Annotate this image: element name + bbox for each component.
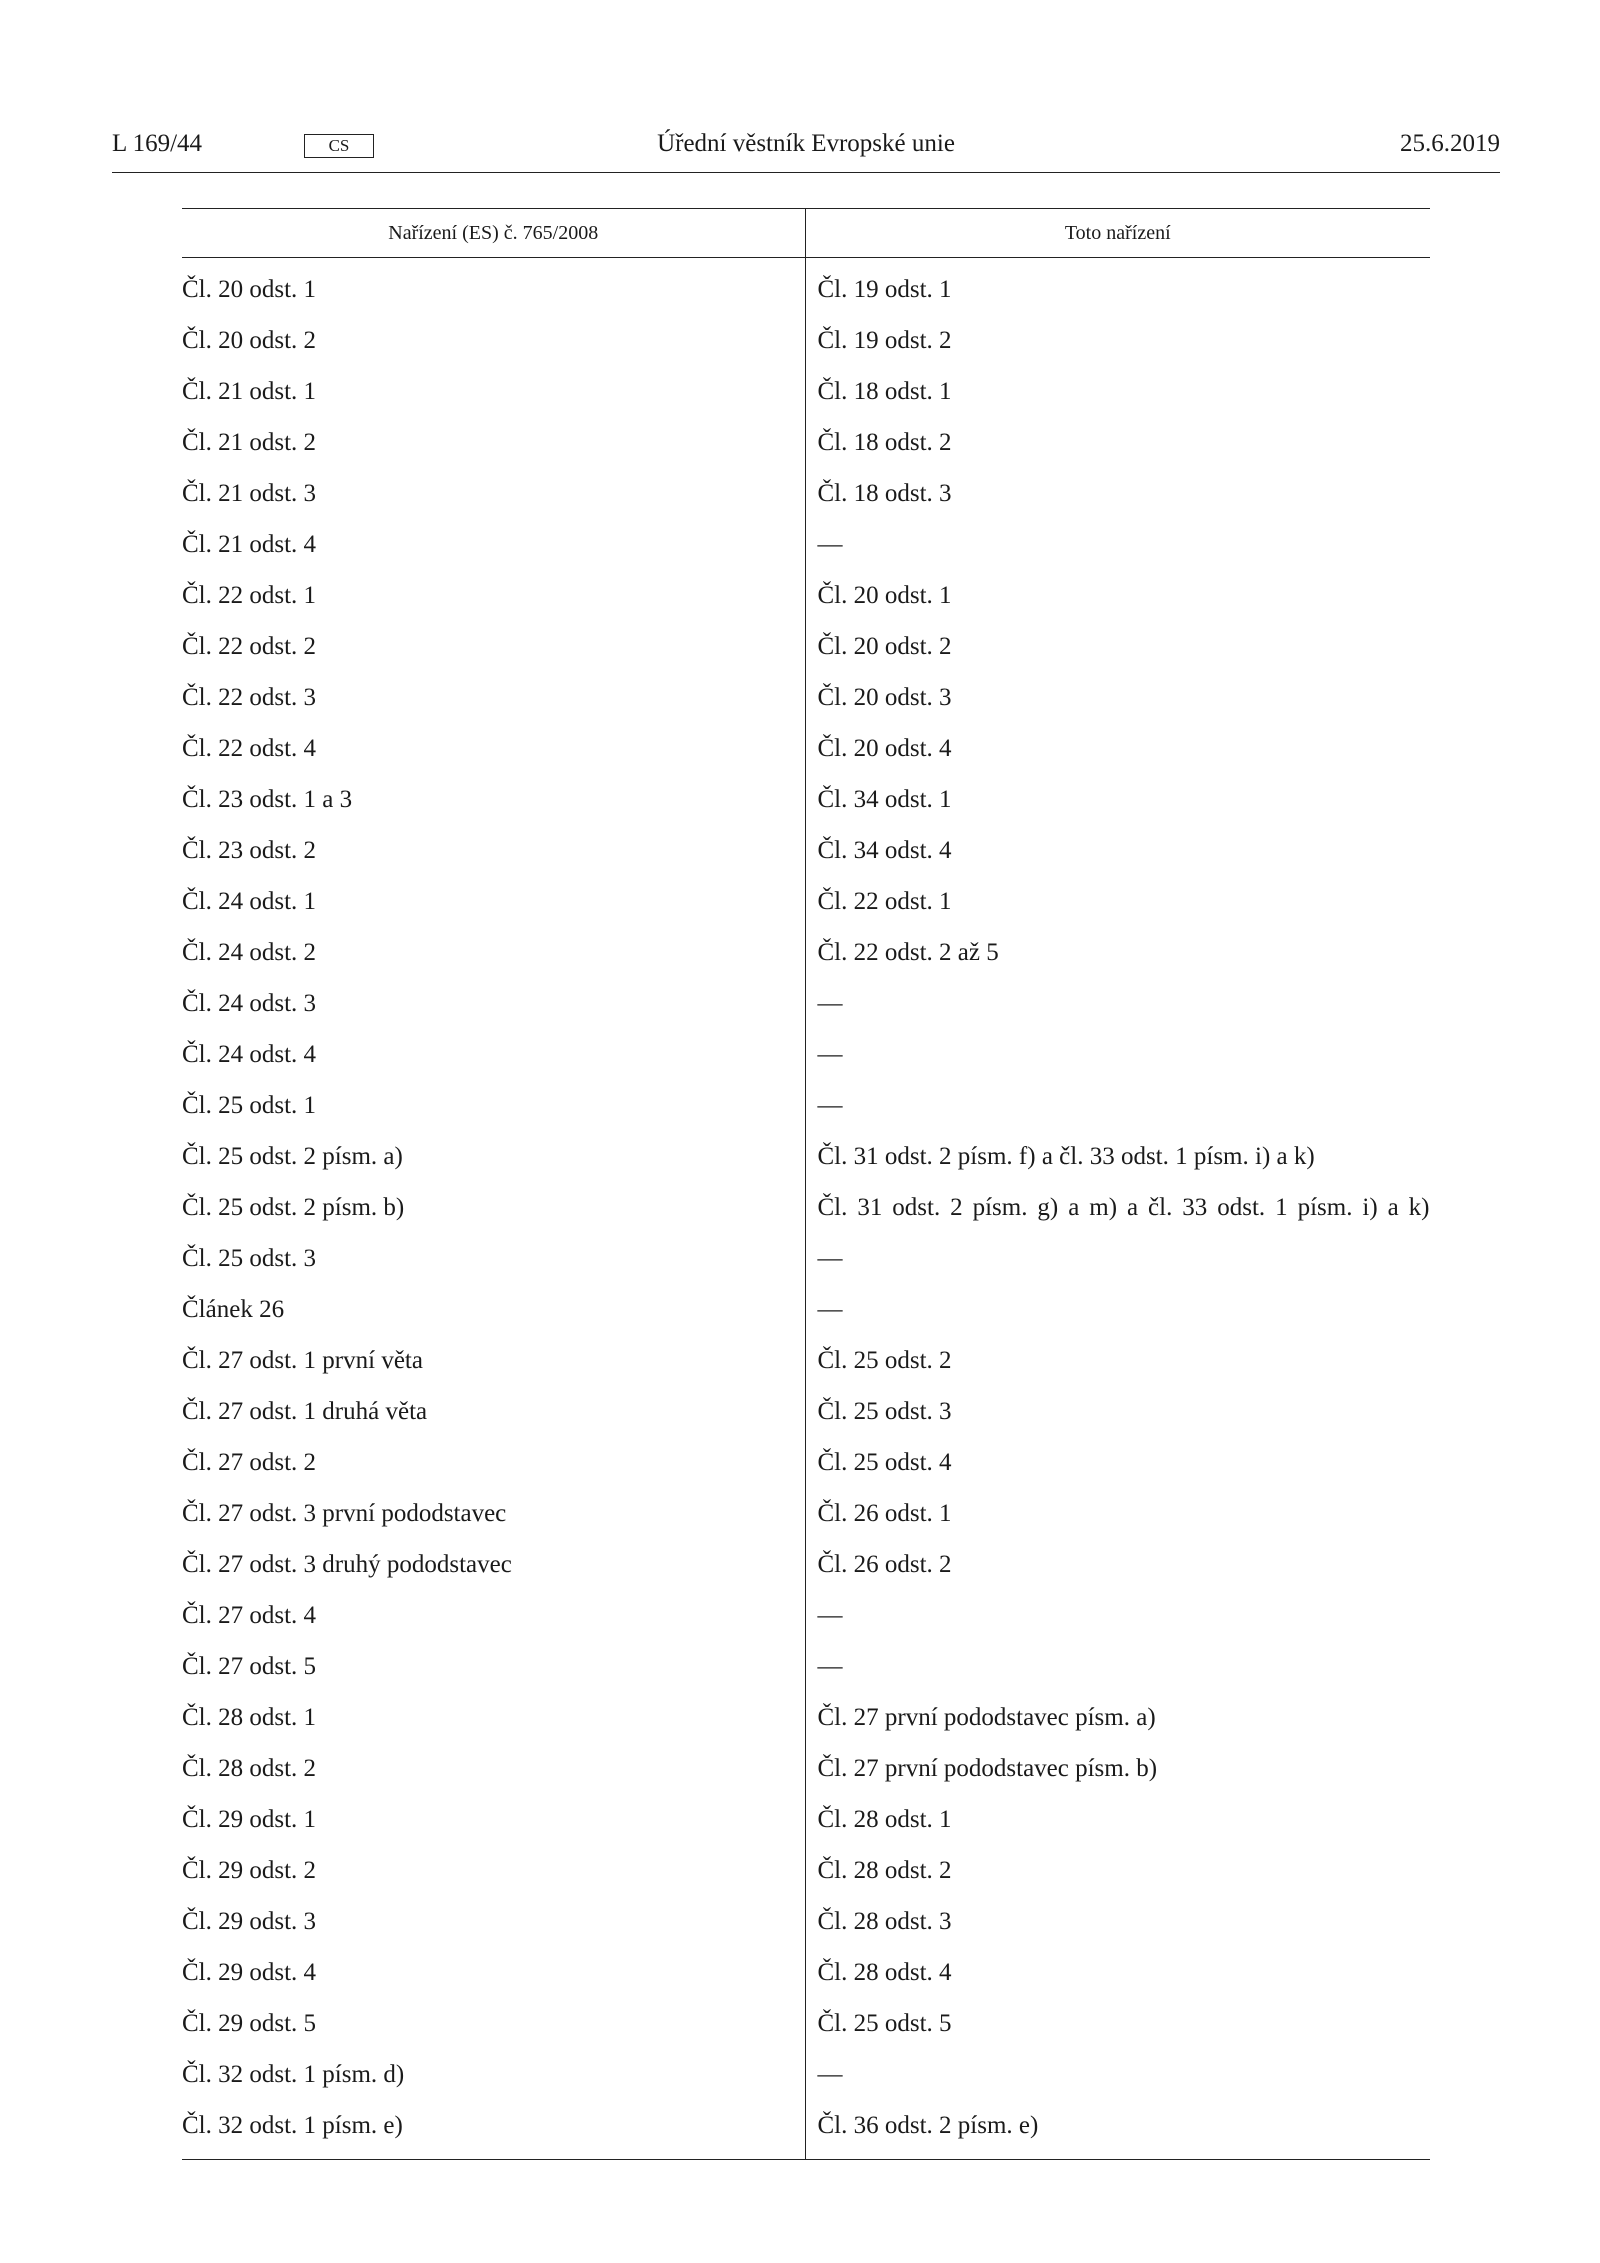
table-row: [182, 672, 1430, 723]
table-row: [182, 1029, 1430, 1080]
publication-date: 25.6.2019: [1400, 130, 1500, 157]
table-row: [182, 927, 1430, 978]
old-regulation-cell: Čl. 29 odst. 1: [182, 1794, 805, 1845]
this-regulation-cell: Čl. 34 odst. 4: [817, 836, 952, 864]
old-regulation-cell: Čl. 23 odst. 2: [182, 825, 805, 876]
table-row: [182, 519, 1430, 570]
this-regulation-cell: Čl. 27 první pododstavec písm. b): [817, 1754, 1158, 1782]
table-row: [182, 1386, 1430, 1437]
this-regulation-cell: [805, 1182, 1430, 1233]
this-regulation-cell: Čl. 20 odst. 2: [817, 632, 952, 660]
this-regulation-cell: Čl. 27 první pododstavec písm. a): [817, 1703, 1156, 1731]
this-regulation-cell: —: [817, 530, 843, 558]
old-regulation-cell: Čl. 25 odst. 3: [182, 1233, 805, 1284]
table-header-row: [182, 209, 1430, 258]
table-row: [182, 1590, 1430, 1641]
this-regulation-cell: Čl. 22 odst. 2 až 5: [817, 938, 999, 966]
old-regulation-cell: Čl. 32 odst. 1 písm. e): [182, 2100, 805, 2160]
old-regulation-cell: Čl. 27 odst. 3 první pododstavec: [182, 1488, 805, 1539]
this-regulation-cell: Čl. 26 odst. 1: [817, 1499, 952, 1527]
table-row: [182, 978, 1430, 1029]
this-regulation-cell: Čl. 22 odst. 1: [817, 887, 952, 915]
this-regulation-cell: —: [817, 2060, 843, 2088]
table-row: [182, 1233, 1430, 1284]
table-row: [182, 1692, 1430, 1743]
old-regulation-cell: Čl. 24 odst. 3: [182, 978, 805, 1029]
old-regulation-cell: Čl. 22 odst. 1: [182, 570, 805, 621]
table-row: [182, 774, 1430, 825]
this-regulation-cell: Čl. 25 odst. 3: [817, 1397, 952, 1425]
this-regulation-cell: —: [817, 1244, 843, 1272]
this-regulation-cell: Čl. 25 odst. 4: [817, 1448, 952, 1476]
table-body: [182, 258, 1430, 2160]
table-row: [182, 1182, 1430, 1233]
old-regulation-cell: Čl. 20 odst. 1: [182, 258, 805, 316]
table-row: [182, 723, 1430, 774]
table-row: [182, 1335, 1430, 1386]
old-regulation-cell: Čl. 27 odst. 2: [182, 1437, 805, 1488]
old-regulation-cell: Čl. 24 odst. 1: [182, 876, 805, 927]
table-row: [182, 1437, 1430, 1488]
correlation-table: [182, 208, 1430, 2160]
table-row: [182, 1539, 1430, 1590]
old-regulation-cell: Čl. 28 odst. 2: [182, 1743, 805, 1794]
this-regulation-cell: —: [817, 1091, 843, 1119]
old-regulation-cell: Čl. 25 odst. 2 písm. b): [182, 1182, 805, 1233]
old-regulation-cell: Čl. 28 odst. 1: [182, 1692, 805, 1743]
page-reference: L 169/44: [112, 130, 203, 157]
old-regulation-cell: Čl. 25 odst. 2 písm. a): [182, 1131, 805, 1182]
this-regulation-cell: Čl. 34 odst. 1: [817, 785, 952, 813]
old-regulation-cell: Čl. 21 odst. 1: [182, 366, 805, 417]
this-regulation-cell: Čl. 28 odst. 4: [817, 1958, 952, 1986]
this-regulation-cell: —: [817, 1652, 843, 1680]
journal-title: Úřední věstník Evropské unie: [657, 130, 955, 157]
old-regulation-cell: Čl. 27 odst. 5: [182, 1641, 805, 1692]
old-regulation-cell: Čl. 21 odst. 2: [182, 417, 805, 468]
table-row: [182, 2049, 1430, 2100]
table-row: [182, 258, 1430, 316]
old-regulation-cell: Čl. 20 odst. 2: [182, 315, 805, 366]
table-row: [182, 1896, 1430, 1947]
table-row: [182, 468, 1430, 519]
table-row: [182, 570, 1430, 621]
this-regulation-cell: Čl. 18 odst. 1: [817, 377, 952, 405]
old-regulation-cell: Čl. 29 odst. 3: [182, 1896, 805, 1947]
table-row: [182, 1080, 1430, 1131]
old-regulation-cell: Čl. 21 odst. 4: [182, 519, 805, 570]
old-regulation-cell: Čl. 25 odst. 1: [182, 1080, 805, 1131]
this-regulation-cell: Čl. 25 odst. 2: [817, 1346, 952, 1374]
table-row: [182, 315, 1430, 366]
this-regulation-cell: Čl. 28 odst. 1: [817, 1805, 952, 1833]
table-row: [182, 1743, 1430, 1794]
this-regulation-cell: —: [817, 1295, 843, 1323]
column-header-old-regulation: Nařízení (ES) č. 765/2008: [182, 209, 805, 258]
table-row: [182, 2100, 1430, 2160]
page-header: [112, 128, 1500, 173]
this-regulation-cell: —: [817, 1601, 843, 1629]
this-regulation-cell: Čl. 20 odst. 4: [817, 734, 952, 762]
old-regulation-cell: Čl. 29 odst. 2: [182, 1845, 805, 1896]
old-regulation-cell: Čl. 32 odst. 1 písm. d): [182, 2049, 805, 2100]
table-row: [182, 1131, 1430, 1182]
table-row: [182, 417, 1430, 468]
table-row: [182, 876, 1430, 927]
old-regulation-cell: Čl. 24 odst. 2: [182, 927, 805, 978]
this-regulation-cell: Čl. 28 odst. 2: [817, 1856, 952, 1884]
table-row: [182, 1284, 1430, 1335]
old-regulation-cell: Čl. 24 odst. 4: [182, 1029, 805, 1080]
old-regulation-cell: Čl. 27 odst. 1 druhá věta: [182, 1386, 805, 1437]
this-regulation-cell-text: Čl. 31 odst. 2 písm. g) a m) a čl. 33 odst. 1 písm. i) a k): [817, 1193, 1430, 1221]
this-regulation-cell: Čl. 18 odst. 3: [817, 479, 952, 507]
old-regulation-cell: Čl. 29 odst. 5: [182, 1998, 805, 2049]
this-regulation-cell: Čl. 20 odst. 1: [817, 581, 952, 609]
table-row: [182, 1641, 1430, 1692]
this-regulation-cell: Čl. 18 odst. 2: [817, 428, 952, 456]
this-regulation-cell: Čl. 36 odst. 2 písm. e): [817, 2111, 1039, 2139]
table-row: [182, 1947, 1430, 1998]
this-regulation-cell: Čl. 20 odst. 3: [817, 683, 952, 711]
old-regulation-cell: Čl. 22 odst. 3: [182, 672, 805, 723]
old-regulation-cell: Čl. 27 odst. 1 první věta: [182, 1335, 805, 1386]
this-regulation-cell: Čl. 28 odst. 3: [817, 1907, 952, 1935]
column-header-this-regulation: Toto nařízení: [805, 209, 1430, 258]
old-regulation-cell: Čl. 23 odst. 1 a 3: [182, 774, 805, 825]
language-badge: CS: [304, 134, 374, 158]
table-row: [182, 1998, 1430, 2049]
old-regulation-cell: Čl. 27 odst. 3 druhý pododstavec: [182, 1539, 805, 1590]
this-regulation-cell: Čl. 19 odst. 1: [817, 275, 952, 303]
this-regulation-cell: Čl. 26 odst. 2: [817, 1550, 952, 1578]
table-row: [182, 1845, 1430, 1896]
old-regulation-cell: Čl. 21 odst. 3: [182, 468, 805, 519]
table-row: [182, 366, 1430, 417]
this-regulation-cell: —: [817, 989, 843, 1017]
this-regulation-cell: Čl. 19 odst. 2: [817, 326, 952, 354]
this-regulation-cell: Čl. 25 odst. 5: [817, 2009, 952, 2037]
table-row: [182, 1794, 1430, 1845]
this-regulation-cell: —: [817, 1040, 843, 1068]
old-regulation-cell: Čl. 22 odst. 4: [182, 723, 805, 774]
old-regulation-cell: Čl. 29 odst. 4: [182, 1947, 805, 1998]
table-row: [182, 1488, 1430, 1539]
table-row: [182, 621, 1430, 672]
this-regulation-cell: Čl. 31 odst. 2 písm. f) a čl. 33 odst. 1 písm. i) a k): [817, 1142, 1315, 1170]
old-regulation-cell: Článek 26: [182, 1284, 805, 1335]
old-regulation-cell: Čl. 22 odst. 2: [182, 621, 805, 672]
old-regulation-cell: Čl. 27 odst. 4: [182, 1590, 805, 1641]
table-row: [182, 825, 1430, 876]
